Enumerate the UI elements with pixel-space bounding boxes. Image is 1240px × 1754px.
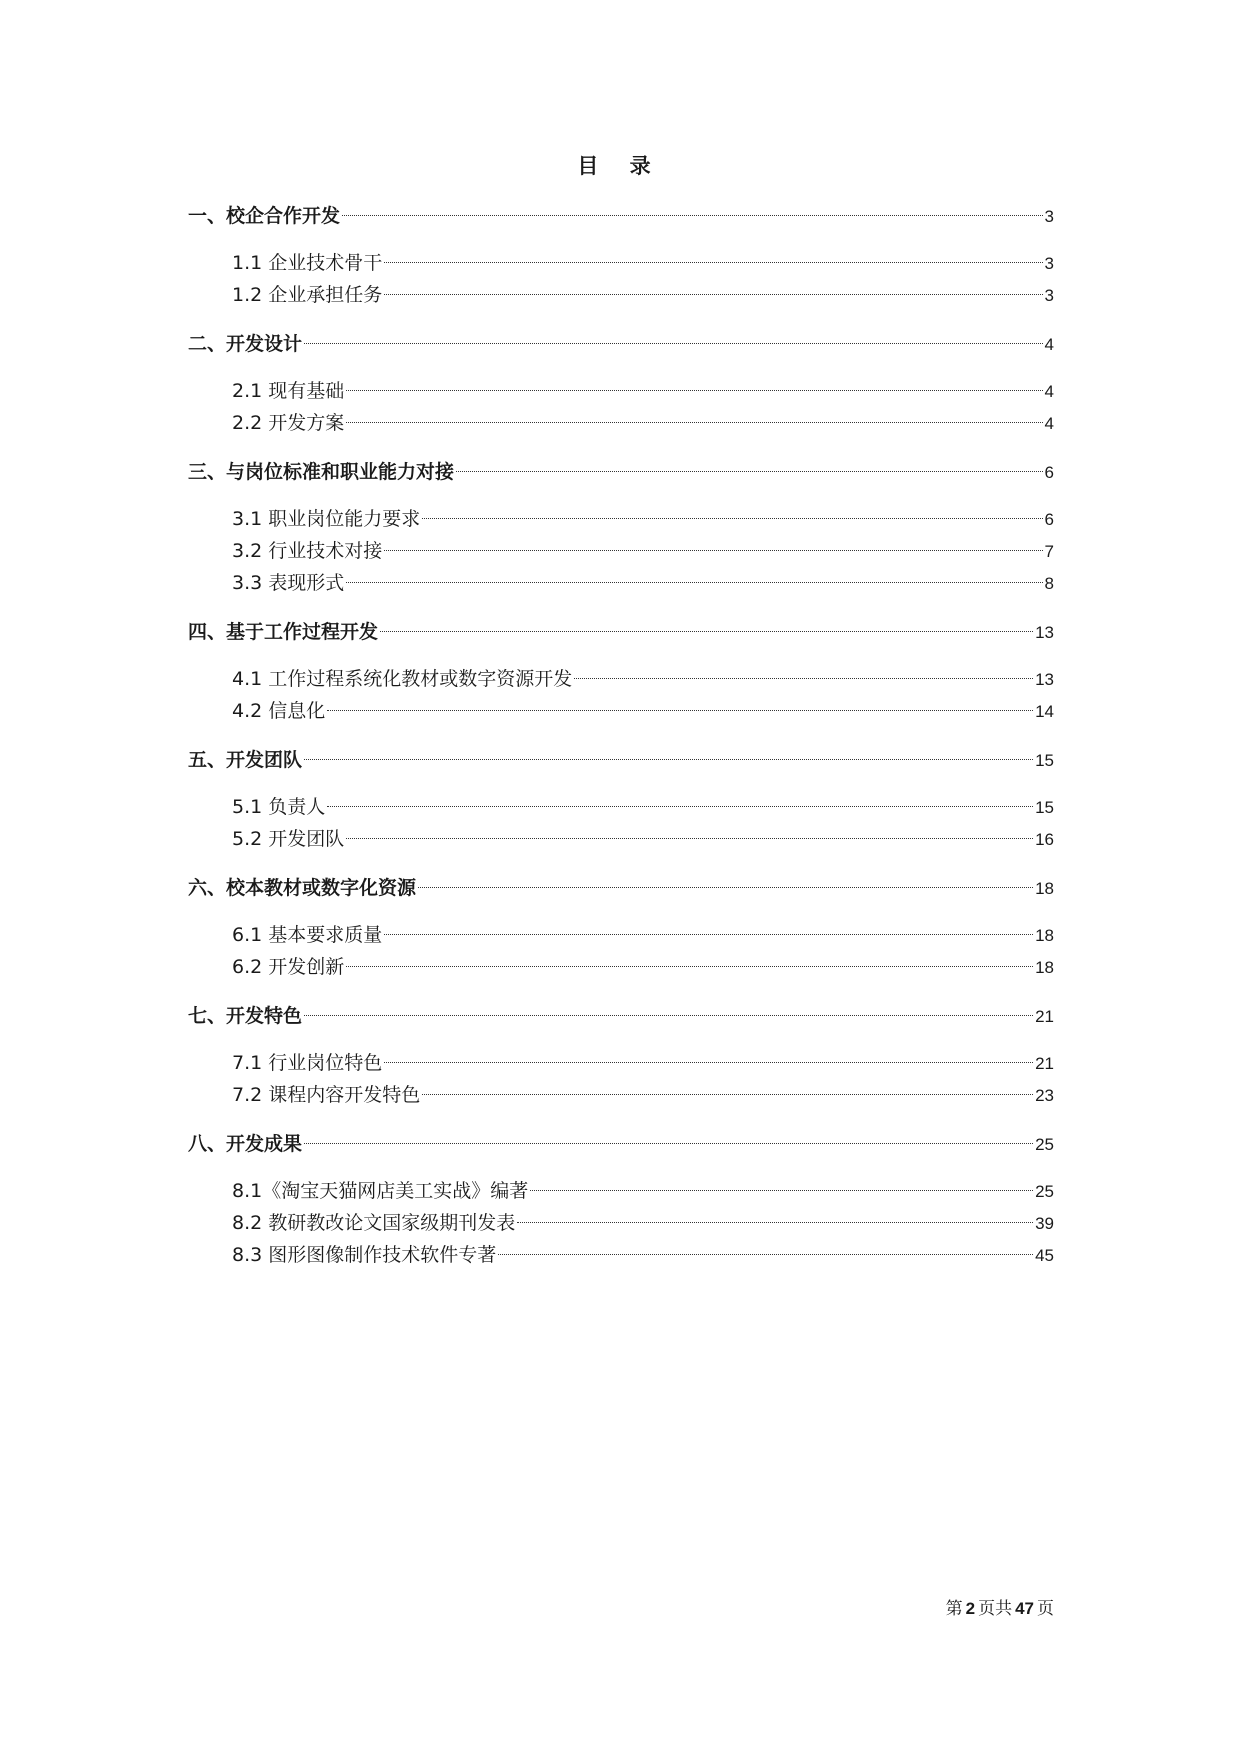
toc-dot-leader <box>380 631 1033 632</box>
toc-dot-leader <box>384 934 1033 935</box>
toc-entry-label: 8.1《淘宝天猫网店美工实战》编著 <box>232 1180 529 1202</box>
toc-section-entry[interactable] <box>188 248 1054 278</box>
toc-entry-label: 3.1 职业岗位能力要求 <box>232 508 421 530</box>
toc-entry-page-number: 3 <box>1044 254 1054 273</box>
toc-entry-label: 六、校本教材或数字化资源 <box>188 877 417 899</box>
toc-dot-leader <box>304 1015 1033 1016</box>
toc-dot-leader <box>498 1254 1033 1255</box>
toc-entry-page-number: 3 <box>1044 207 1054 226</box>
toc-dot-leader <box>384 262 1042 263</box>
toc-entry-label: 5.2 开发团队 <box>232 828 345 850</box>
toc-chapter-entry[interactable] <box>188 1001 1054 1031</box>
toc-entry-page-number: 15 <box>1035 751 1054 770</box>
toc-entry-label: 3.3 表现形式 <box>232 572 345 594</box>
toc-dot-leader <box>384 294 1042 295</box>
toc-section-entry[interactable] <box>188 376 1054 406</box>
toc-entry-page-number: 18 <box>1035 958 1054 977</box>
toc-entry-page-number: 23 <box>1035 1086 1054 1105</box>
toc-dot-leader <box>346 838 1033 839</box>
toc-entry-label: 七、开发特色 <box>188 1005 303 1027</box>
toc-section-entry[interactable] <box>188 408 1054 438</box>
toc-entry-label: 6.2 开发创新 <box>232 956 345 978</box>
toc-entry-page-number: 7 <box>1044 542 1054 561</box>
toc-entry-page-number: 16 <box>1035 830 1054 849</box>
toc-entry-label: 7.1 行业岗位特色 <box>232 1052 383 1074</box>
toc-entry-label: 三、与岗位标准和职业能力对接 <box>188 461 455 483</box>
toc-entry-page-number: 18 <box>1035 926 1054 945</box>
toc-dot-leader <box>530 1190 1033 1191</box>
toc-entry-page-number: 4 <box>1044 414 1054 433</box>
toc-entry-page-number: 13 <box>1035 670 1054 689</box>
toc-entry-page-number: 4 <box>1044 335 1054 354</box>
toc-section-entry[interactable] <box>188 952 1054 982</box>
toc-dot-leader <box>456 471 1043 472</box>
toc-dot-leader <box>517 1222 1033 1223</box>
toc-dot-leader <box>342 215 1043 216</box>
toc-entry-label: 八、开发成果 <box>188 1133 303 1155</box>
toc-entry-page-number: 25 <box>1035 1135 1054 1154</box>
toc-entry-label: 8.3 图形图像制作技术软件专著 <box>232 1244 497 1266</box>
toc-entry-label: 3.2 行业技术对接 <box>232 540 383 562</box>
toc-entry-page-number: 6 <box>1044 510 1054 529</box>
footer-suffix: 页 <box>1037 1599 1054 1619</box>
toc-section-entry[interactable] <box>188 824 1054 854</box>
toc-dot-leader <box>327 806 1033 807</box>
toc-chapter-entry[interactable] <box>188 745 1054 775</box>
footer-middle: 页共 <box>978 1599 1013 1619</box>
toc-entry-label: 8.2 教研教改论文国家级期刊发表 <box>232 1212 516 1234</box>
toc-dot-leader <box>304 1143 1033 1144</box>
page-footer <box>946 1596 1054 1622</box>
toc-section-entry[interactable] <box>188 696 1054 726</box>
toc-title: 目 录 <box>577 154 663 178</box>
footer-total-pages: 47 <box>1015 1599 1034 1618</box>
toc-chapter-entry[interactable] <box>188 329 1054 359</box>
toc-dot-leader <box>422 1094 1033 1095</box>
toc-entry-page-number: 15 <box>1035 798 1054 817</box>
toc-entry-label: 5.1 负责人 <box>232 796 326 818</box>
toc-dot-leader <box>346 390 1042 391</box>
toc-entry-page-number: 18 <box>1035 879 1054 898</box>
toc-entry-page-number: 25 <box>1035 1182 1054 1201</box>
toc-dot-leader <box>346 422 1042 423</box>
toc-entry-label: 2.2 开发方案 <box>232 412 345 434</box>
toc-entry-label: 1.1 企业技术骨干 <box>232 252 383 274</box>
toc-entry-label: 二、开发设计 <box>188 333 303 355</box>
toc-entry-label: 7.2 课程内容开发特色 <box>232 1084 421 1106</box>
toc-entry-label: 6.1 基本要求质量 <box>232 924 383 946</box>
toc-dot-leader <box>422 518 1042 519</box>
toc-entry-page-number: 8 <box>1044 574 1054 593</box>
toc-dot-leader <box>304 343 1043 344</box>
toc-entry-label: 4.1 工作过程系统化教材或数字资源开发 <box>232 668 573 690</box>
footer-current-page: 2 <box>965 1599 976 1618</box>
toc-chapter-entry[interactable] <box>188 617 1054 647</box>
toc-entry-page-number: 21 <box>1035 1007 1054 1026</box>
toc-section-entry[interactable] <box>188 1240 1054 1270</box>
toc-entry-page-number: 4 <box>1044 382 1054 401</box>
toc-entry-page-number: 13 <box>1035 623 1054 642</box>
toc-section-entry[interactable] <box>188 1176 1054 1206</box>
toc-section-entry[interactable] <box>188 568 1054 598</box>
toc-entry-label: 一、校企合作开发 <box>188 205 341 227</box>
toc-chapter-entry[interactable] <box>188 201 1054 231</box>
toc-entry-label: 1.2 企业承担任务 <box>232 284 383 306</box>
toc-entry-label: 2.1 现有基础 <box>232 380 345 402</box>
toc-dot-leader <box>304 759 1033 760</box>
toc-dot-leader <box>346 966 1033 967</box>
toc-entry-page-number: 39 <box>1035 1214 1054 1233</box>
toc-chapter-entry[interactable] <box>188 457 1054 487</box>
toc-section-entry[interactable] <box>188 1208 1054 1238</box>
toc-section-entry[interactable] <box>188 792 1054 822</box>
toc-section-entry[interactable] <box>188 280 1054 310</box>
toc-entry-page-number: 3 <box>1044 286 1054 305</box>
toc-entry-page-number: 6 <box>1044 463 1054 482</box>
toc-dot-leader <box>346 582 1042 583</box>
toc-entry-label: 五、开发团队 <box>188 749 303 771</box>
toc-entry-label: 4.2 信息化 <box>232 700 326 722</box>
toc-entry-label: 四、基于工作过程开发 <box>188 621 379 643</box>
toc-entry-page-number: 21 <box>1035 1054 1054 1073</box>
toc-dot-leader <box>418 887 1033 888</box>
toc-entry-page-number: 45 <box>1035 1246 1054 1265</box>
toc-section-entry[interactable] <box>188 1080 1054 1110</box>
toc-dot-leader <box>574 678 1033 679</box>
toc-chapter-entry[interactable] <box>188 1129 1054 1159</box>
toc-dot-leader <box>327 710 1033 711</box>
toc-entry-page-number: 14 <box>1035 702 1054 721</box>
toc-section-entry[interactable] <box>188 536 1054 566</box>
toc-chapter-entry[interactable] <box>188 873 1054 903</box>
toc-section-entry[interactable] <box>188 504 1054 534</box>
toc-section-entry[interactable] <box>188 1048 1054 1078</box>
toc-section-entry[interactable] <box>188 664 1054 694</box>
toc-dot-leader <box>384 550 1042 551</box>
toc-dot-leader <box>384 1062 1033 1063</box>
footer-prefix: 第 <box>945 1599 963 1619</box>
toc-section-entry[interactable] <box>188 920 1054 950</box>
